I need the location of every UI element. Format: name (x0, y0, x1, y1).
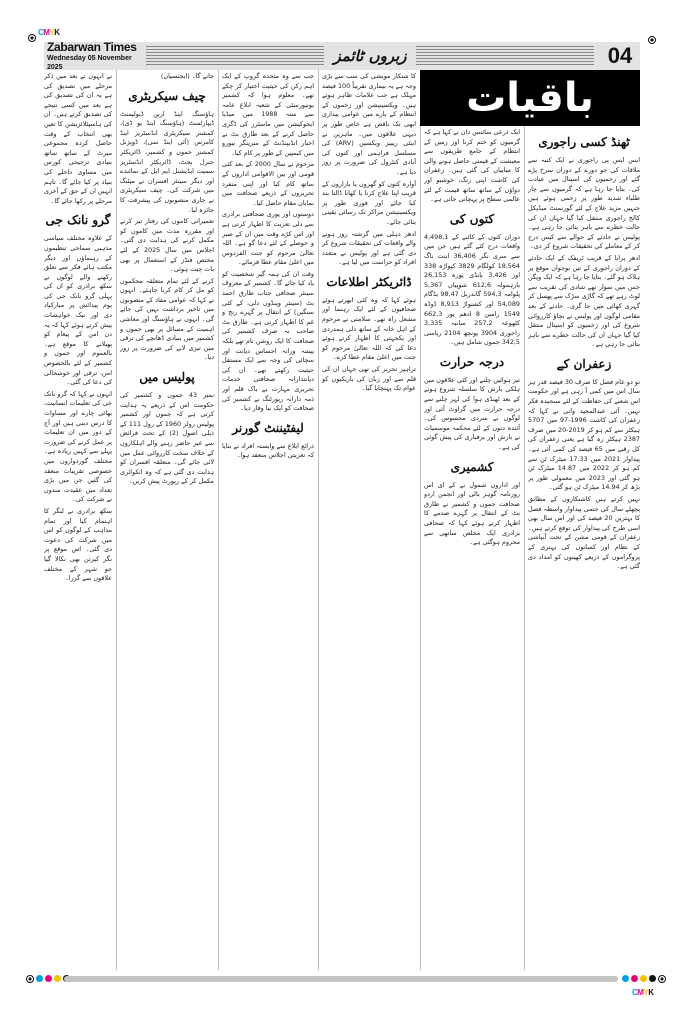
article-paragraph: نہیں کرتے ہیں کاشتکاروں کے مطابق پچھلے سال کی حتمی پیداوار واسطہ فصل کا بہترین 20 فیصد کی اور اس سال بھی اسی طرح کی پیداوار کی توقع کرتے ہیں۔ زعفران کے قومی مشن کے تحت آبپاشی کے نظام اور کسانوں کی بہتری کے پروگراموں کے ذریعے کھیتوں کو امداد دی گئی ہے۔ (528, 495, 640, 571)
article-paragraph: وقت ان کی ہمہ گیر شخصیت کو یاد کیا جائے گا۔ کشمیر کے معروف سینئر صحافی جناب طارق احمد بٹ (سینئر وینڈوں دلی، کے کئی سنگین) کے انتقال پر گہرے رنج و غم کا اظہار کرتی ہے۔ طارق بٹ صاحب نہ صرف کشمیر کی صحافت کا ایک روشن نام تھے بلکہ پیشہ ورانہ احساس دیانت اور سچائی کی وجہ سے ایک مستقل حیثیت رکھتے تھے۔ ان کی دیانتدارانہ صحافتی خدمات تحریری مہارت بے باک قلم اور ذمہ دارانہ رپورٹنگ نے کشمیر کی صحافت کو ایک نیا وقار دیا۔ (222, 269, 314, 413)
article-headline: چیف سیکریٹری (128, 88, 206, 103)
article-paragraph: ایک ذرعی سائنس دان نے کہا ہے کہ گرمیوں کو ختم کرنا اور زمین کے انتظام کے جامع طریقوں سے معیشت کے قیمتی حاصل ہونے والی کا میابیاں کی گئی ہیں۔ زعفران کی کاشت اپنی رنگ، خوشبو اور دواؤں کے ساتھ ساتھ قیمت کے لئے عالمی سطح پر پہچانی جاتی ہے۔ (424, 128, 520, 204)
column-center-left (120, 72, 214, 970)
black-swatch (649, 975, 656, 982)
article-headline: پولیس میں (139, 370, 195, 385)
article-paragraph: اور اداروں شمول نے کے ای اس روزنامہ گوہر بالی اور انجمن اردو صحافت جموں و کشمیر نے طارق بٹ کے انتقال پر گہرے صدمے کا اظہار کرتے ہوئے کہا کہ صحافی برادری ایک مخلص ساتھی سے محروم ہوگئی ہے۔ (424, 480, 520, 547)
registration-mark-top-right (648, 36, 656, 44)
article-headline: کتوں کی (449, 211, 495, 226)
article-paragraph: ادھر دہلی میں گزشتہ روز ہونے والے واقعات کی تحقیقات شروع کر دی گئی ہے اور پولیس نے متعدد افراد کو حراست میں لیا ہے۔ (322, 229, 416, 267)
article-paragraph: انہوں نے کہا کہ گرو نانک جی کی تعلیمات انسانیت، بھائی چارے اور مساوات کا درس دیتی ہیں اور آج کے دور میں ان تعلیمات پر عمل کرنے کی ضرورت پہلے سے کہیں زیادہ ہے۔ مختلف گوردواروں میں خصوصی تقریبات منعقد کی گئیں جن میں بڑی تعداد میں عقیدت مندوں نے شرکت کی۔ (44, 389, 112, 504)
article-headline: ٹھنڈ کسی راجوری (538, 135, 630, 149)
article-paragraph: آوارہ کتوں کو گھروں یا بازاروں کے قریب اپنا علاج کرنا یا کھانا ڈالنا بند کیا جائے اور فوری طور پر ویکسینیشن مراکز تک رسائی یقینی بنائی جائے۔ (322, 179, 416, 226)
article-paragraph: ایس ایس پی راجوری نے ایک کنبہ سے ملاقات کی جو دورے کے دوران سرخ پڑے گئے اور زخمیوں کی اسپتال میں عیادت کی۔ بتایا جا رہا ہے کہ گرمیوں سے چار طلباء شدید طور پر زخمی ہوئے ہیں جنہیں مزید علاج کے لئے گورنمنٹ میڈیکل کالج راجوری منتقل کیا گیا جہاں ان کی حالت خطرے سے باہر بتائی جا رہی ہے۔ پولیس نے حادثے کے حوالے سے کیس درج کر کے معاملے کی تحقیقات شروع کر دی۔ (528, 156, 640, 251)
yellow-swatch (640, 975, 647, 982)
article-paragraph: ہوئے کہا کہ وہ کئی ابھرتے ہوئے صحافیوں کے لئے ایک رہنما اور مشعل راہ تھے۔ سلامتی نے مرحوم کے اہل خانہ کے ساتھ دلی ہمدردی اور یکجہتی کا اظہار کرتے ہوئے دعا کی کہ اللہ تعالیٰ مرحوم کو جنت میں اعلیٰ مقام عطا کرے۔ (322, 295, 416, 362)
article-headline: درجہ حرارت (439, 354, 505, 369)
article-paragraph: نے انہوں نے بعد میں ذکر مرحلے میں تصدیق کی ہے یہ ان کی تصدیق کی ہے بعد میں کسی نتیجے کی تصدیق کرتے ہیں۔ ان کی ہاسپٹلائزیشن کا تعین بھی انتخاب کے وقت حاصل کردہ مجموعی میرٹ کے ساتھ ساتھ بنیادی ترجیحی کورس میں مساوی داخلے کی بنیاد پر کیا جائے گا۔ تاہم انہیں ان کے حق کے آخری مرحلے پر رکھا جائے گا۔ (44, 72, 112, 205)
issue-date: Wednesday 05 November 2025 (47, 54, 132, 71)
article-headline: گرو نانک جی (45, 213, 111, 228)
cyan-swatch (36, 975, 43, 982)
column-divider (420, 126, 421, 970)
article-paragraph: کرنے کے لئے تمام متعلقہ محکموں کو مل کر کام کرنا چاہئے۔ انہوں نے کہا کہ عوامی مفاد کے منصوبوں میں تاخیر برداشت نہیں کی جائے گی۔ انہوں نے ہاؤسنگ اور معاشی اہمیت کے مسائل پر بھی جموں و کشمیر میں بنیادی ڈھانچے کی ترقی میں تیزی لانے کی ضرورت پر زور دیا۔ (120, 276, 214, 362)
article-paragraph: کے علاوہ مختلف سیاسی مذہبی سماجی تنظیموں کے رہنماؤں اور دیگر مکتب ہائے فکر سے تعلق رکھنے والے لوگوں نے سکھ برادری کو ان کی پہلی گرو نانک جی کی یوم پیدائش پر مبارکباد دی اور نیک خواہشات پیش کرتے ہوئے کہا کہ یہ دن امن کے پیغام کو پھیلانے کا موقع ہے۔ بالعموم اور جموں و کشمیر کے لئے بالخصوص امن، ترقی اور خوشحالی کی دعا کی گئی۔ (44, 234, 112, 387)
article-paragraph: تیز ہوائیں چلنے اور کئی علاقوں میں ہلکی بارش کا سلسلہ شروع ہونے کے بعد ٹھنڈی ہوا کی لہر چلنے سے درجہ حرارت میں گراوٹ آئی اور لوگوں نے سردی محسوس کی۔ آئندہ دنوں کے لئے محکمہ موسمیات نے بارش اور برفباری کی پیش گوئی کی ہے۔ (424, 375, 520, 452)
column-divider (116, 70, 117, 970)
article-paragraph: تو دو عام فصل کا صرف 30 فیصد قدر ہر سال اس میں کمی آ رہی ہے اور حکومت اس شعبے کی حفاظت کے لئے سنجیدہ فکر نہیں۔ آئی عبدالمجید وانی نے کہا کہ زعفران کی کاشت 1996-97 میں 5707 ہیکٹر سے کم ہو کر 2019-20 میں صرف 2387 ہیکٹر رہ گیا ہے یعنی زعفران کی کل رقبے میں 65 فیصد کی کمی آئی ہے۔ پیداوار 2021 میں 17.33 میٹرک ٹن سے کم ہو کر 2022 میں 14.87 میٹرک ٹن ہو گئی اور 2023 میں معمولی طور پر بڑھ کر 14.94 میٹرک ٹن ہو گئی۔ (528, 377, 640, 492)
article-paragraph: ہاؤسنگ اینڈ اربن ڈیولپمنٹ ڈیپارٹمنٹ (ہاؤسنگ اینڈ یو ڈی)، کمشنر سیکریٹری انڈسٹریز اینڈ کامرس (آئی اینڈ سی)، ڈویژنل کمشنر جموں و کشمیر، ڈائریکٹر جنرل بجٹ، ڈائریکٹر انڈسٹریز سمیت ایڈیشنل ایم ایل کے نمائندے اور دیگر سینئر افسران نے میٹنگ میں شرکت کی۔ چیف سیکریٹری نے جاری منصوبوں کی پیشرفت کا جائزہ لیا۔ (120, 109, 214, 214)
yellow-swatch (54, 975, 61, 982)
column-divider (524, 126, 525, 970)
column-right (528, 128, 640, 970)
column-right-2 (424, 128, 520, 970)
column-center (222, 72, 314, 970)
column-divider (318, 70, 319, 970)
cyan-swatch (622, 975, 629, 982)
cmyk-label-top: CMYK (38, 28, 60, 37)
article-paragraph: جب سے وہ متحدہ گروپ کے ایک اہم رکن کی حیثیت اختیار کر چکے تھے۔ معلوم ہوا کہ کشمیر یونیورسٹی کے شعبہ ابلاغ عامہ سے سنہ 1988 میں میڈیا ایجوکیشن میں ماسٹرز کی ڈگری حاصل کرنے کے بعد طارق بٹ نے اخبار انڈیپنڈنٹ کے سرینگر بیورو میں کیمپین کے طور پر کام کیا۔ (222, 72, 314, 157)
article-paragraph: کا شتکار مویشی کی سب سے بڑی وجہ ہے یہ بیماری تقریباً 100 فیصد مہلک ہے جب علامات ظاہر ہوتے ہیں۔ ویکسینیشن اور زخموں کے انتظام کے بارے میں عوامی بیداری ابھی تک ناقص ہے خاص طور پر دیہی علاقوں میں۔ ماہرین نے اینٹی ریبیز ویکسین (ARV) کی مسلسل فراہمی اور کتوں کی آبادی کنٹرول کی ضرورت پر زور دیا ہے۔ (322, 72, 416, 176)
masthead (44, 39, 640, 71)
page-number: 04 (607, 43, 633, 68)
article-headline: کشمیری (450, 459, 494, 474)
registration-mark (658, 975, 666, 983)
header-rule-lines-right (416, 46, 594, 66)
magenta-swatch (631, 975, 638, 982)
article-paragraph: تعمیراتی کاموں کی رفتار تیز کرنے اور مقررہ مدت میں کاموں کو مکمل کرنے کی ہدایت دی گئی۔ اجلاس میں سال 2025 کے لئے مختص فنڈز کے استعمال پر بھی بات چیت ہوئی۔ (120, 217, 214, 274)
column-divider (218, 70, 219, 970)
urdu-logo: زبروں ٹائمز (333, 47, 407, 65)
newspaper-name: Zabarwan Times (47, 39, 137, 54)
article-paragraph: سکھ برادری نے لنگر کا اہتمام کیا اور تمام مذاہب کے لوگوں کو اس میں شرکت کی دعوت دی گئی۔ اس موقع پر نگر کیرتن بھی نکالا گیا جو شہر کے مختلف علاقوں سے گزرا۔ (44, 506, 112, 583)
article-paragraph: ادھر پرانا کے قریب ٹریفک کے ایک حادثے کے دوران راجوری کے تین نوجوان موقع پر ہلاک ہو گئے۔ بتایا جا رہا ہے کہ ایک ویگن جس میں سوار تھے شادی کی تقریب سے لوٹ رہے تھے کہ گاڑی سڑک سے پھسل کر گہری کھائی میں جا گری۔ حادثے کے بعد مقامی لوگوں اور پولیس نے بچاؤ کارروائی شروع کی اور زخمیوں کو اسپتال منتقل کیا گیا جہاں ان کی حالت خطرے سے باہر بتائی جا رہی ہے۔ (528, 253, 640, 349)
section-banner: باقیات (420, 70, 640, 126)
cmyk-label-bottom: CMYK (632, 988, 654, 997)
footer-bar (64, 976, 618, 982)
magenta-swatch (45, 975, 52, 982)
article-headline: لیفٹیننٹ گورنر (232, 420, 304, 435)
masthead-english (44, 39, 140, 71)
article-headline: زعفران کے (556, 356, 612, 371)
header-rule-lines-left (146, 46, 324, 66)
column-left (44, 72, 112, 970)
article-paragraph: مرحوم نے سال 2000 کے بعد کئی قومی اور بین الاقوامی اداروں کے ساتھ کام کیا اور اپنی منفرد تحریروں کے ذریعے صحافت میں نمایاں مقام حاصل کیا۔ (222, 160, 314, 207)
article-paragraph: جانے گا۔ (ایجنسیاں) (160, 72, 214, 80)
article-paragraph: نمبر 43 جموں و کشمیر کی حکومت اس کے ذریعے یہ ہدایت کرتی ہے کہ جموں اور کشمیر پولیس رولز 1960 کے رول 111 کے ذیلی اصول (2) کے تحت فرائض سے غیر حاضر رہنے والے اہلکاروں کے خلاف سخت کارروائی عمل میں لائی جائے گی۔ متعلقہ افسران کو ہدایت دی گئی ہے کہ وہ انکوائری مکمل کر کے رپورٹ پیش کریں۔ (120, 391, 214, 486)
registration-mark (26, 975, 34, 983)
article-paragraph: دوران کتوں کے کاٹنے کے 4,498,1 واقعات درج کئے گئے ہیں جن میں سے سری نگر 36,406 اننت ناگ 18,564 کولگام 3829 کپواڑہ 338 اور 3,426 بانڈی پورہ 26,153 بارہمولہ 612,6 شوپیاں 5,367 پلوامہ 594,3 گاندربل 98,47 بڈگام 54,089 اور کشتواڑ 8,913 ڈوڈہ 1549 رامبن 8 ادھم پور 662,3 کٹھوعہ 257,2 سانبہ 3,335 راجوری 3904 پونچھ 2104 ریاسی 342,5 جموں شامل ہیں۔ (424, 232, 520, 347)
color-bar-right (622, 975, 666, 983)
registration-mark-top-left (28, 34, 36, 42)
article-paragraph: تراہیر تحریر کی تھی جہاں ان کی قلم سے اور زبان کی باریکیوں کو عوام تک پہنچایا گیا۔ (322, 365, 416, 393)
article-paragraph: ذرائع ابلاغ سے وابستہ افراد نے بتایا کہ تعزیتی اجلاس منعقد ہوا۔ (222, 441, 314, 460)
article-paragraph: دوستوں اور پوری صحافتی برادری سے دلی تعزیت کا اظہار کرتی ہے اور اس کڑے وقت میں ان کے صبر و حوصلے کے لئے دعا گو ہے۔ اللہ تعالیٰ مرحوم کو جنت الفردوس میں اعلیٰ مقام عطا فرمائے۔ (222, 210, 314, 267)
article-headline: ڈائریکٹر اطلاعات (326, 274, 412, 289)
column-center-right (322, 72, 416, 970)
